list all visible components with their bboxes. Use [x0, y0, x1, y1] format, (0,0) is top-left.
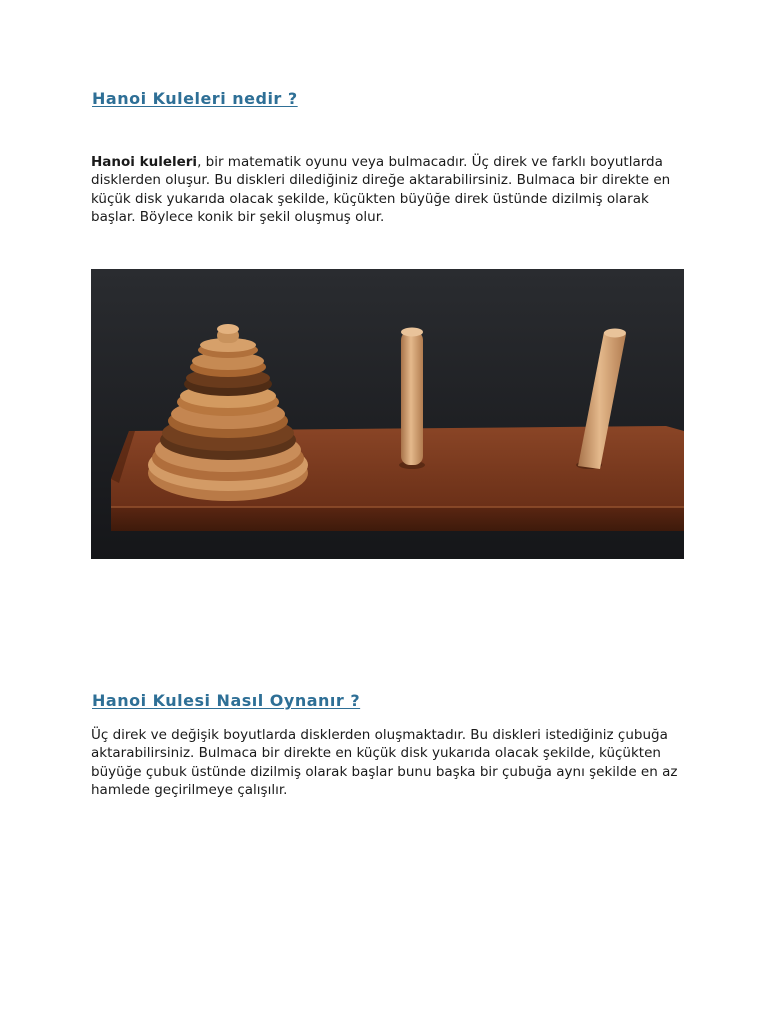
how-to-play-paragraph: Üç direk ve değişik boyutlarda disklerden oluşmaktadır. Bu diskleri istediğiniz çubuğa aktarabilirsiniz. Bulmaca bir direkte en küçük disk yukarıda olacak şekilde, küçükten büyüğe çubuk üstünde dizilmiş olarak başlar bunu başka bir çubuğa aynı şekilde en az hamlede geçirilmeye çalışılır.: [91, 727, 678, 798]
heading-hanoi-kuleleri-nedir[interactable]: Hanoi Kuleleri nedir ?: [92, 89, 298, 108]
peg-middle: [399, 328, 425, 470]
intro-paragraph: [91, 153, 691, 226]
tower-of-hanoi-photo: [91, 269, 684, 559]
intro-bold-term: Hanoi kuleleri: [91, 154, 198, 170]
intro-text: , bir matematik oyunu veya bulmacadır. Üç direk ve farklı boyutlarda disklerden oluşur. Bu diskleri dilediğiniz direğe aktarabilirsiniz. Bulmaca bir direkte en küçük disk yukarıda olacak şekilde, küçükten büyüğe direk üstünde dizilmiş olarak başlar. Böylece konik bir şekil oluşmuş olur.: [91, 154, 671, 225]
heading-hanoi-kulesi-nasil-oynanir[interactable]: Hanoi Kulesi Nasıl Oynanır ?: [92, 691, 361, 710]
